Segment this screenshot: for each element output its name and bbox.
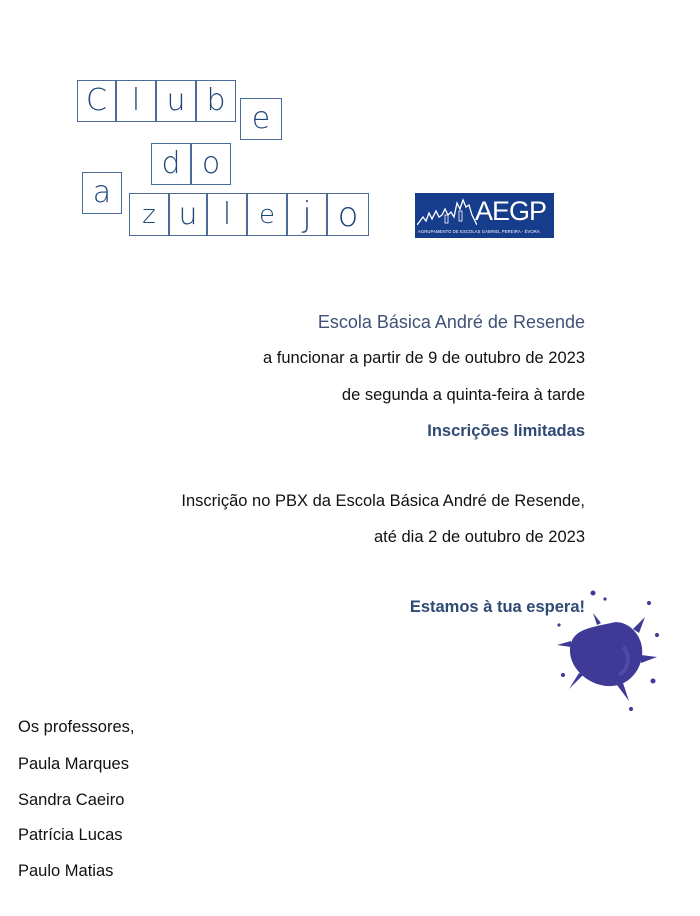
teacher-name: Sandra Caeiro [18,791,125,809]
logo-tile: j [287,193,327,236]
logo-tile: u [169,193,207,236]
logo-tile: e [247,193,287,236]
logo-tile: d [151,143,191,185]
registration-line-2: até dia 2 de outubro de 2023 [373,528,585,546]
closing-message: Estamos à tua espera! [409,598,585,616]
logo-tile: l [207,193,247,236]
logo-tile: u [156,80,196,122]
school-name: Escola Básica André de Resende [317,312,585,332]
registration-line-1: Inscrição no PBX da Escola Básica André de Resende, [181,492,585,510]
logo-tile: o [191,143,231,185]
logo-tile: z [129,193,169,236]
logo-tile: e [240,98,282,140]
limited-notice: Inscrições limitadas [427,422,585,440]
logo-tile: o [327,193,369,236]
schedule-line: de segunda a quinta-feira à tarde [341,386,585,404]
logo-tile: l [116,80,156,122]
teacher-name: Patrícia Lucas [18,826,123,844]
logo-tile: b [196,80,236,122]
teacher-name: Paulo Matias [18,862,114,880]
city-skyline-icon [417,195,477,231]
signature-intro: Os professores, [18,718,135,736]
ink-splash-icon [553,585,663,715]
aegp-acronym: AEGP [475,196,547,226]
aegp-logo [415,193,554,238]
aegp-subtitle: AGRUPAMENTO DE ESCOLAS GABRIEL PEREIRA - ÉVORA [418,229,540,234]
teacher-name: Paula Marques [18,755,129,773]
logo-tile: a [82,172,122,214]
start-date-line: a funcionar a partir de 9 de outubro de 2023 [263,349,585,367]
logo-tile: C [77,80,116,122]
